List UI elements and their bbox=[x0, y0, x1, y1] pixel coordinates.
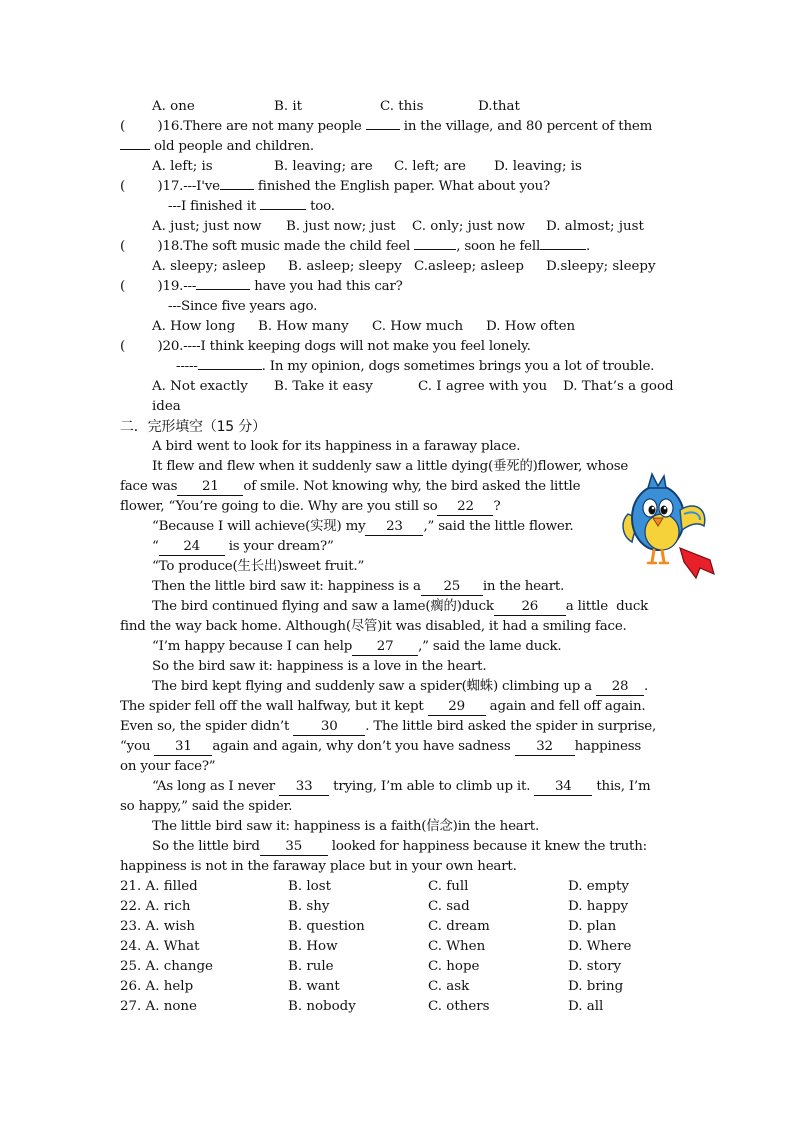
passage-text: . bbox=[644, 679, 649, 694]
passage-line: happiness is not in the faraway place but in your own heart. bbox=[120, 859, 517, 874]
answer-option: D. bring bbox=[568, 979, 624, 994]
answer-option: B. rule bbox=[288, 959, 334, 974]
blank-25: 25 bbox=[421, 579, 483, 596]
passage-text: ,” said the lame duck. bbox=[418, 639, 562, 654]
answer-paren[interactable]: ( ) bbox=[120, 239, 163, 254]
q17-text: 17.---I've bbox=[162, 179, 220, 194]
answer-option: D. plan bbox=[568, 919, 617, 934]
answer-option: B. How bbox=[288, 939, 338, 954]
answer-option: 21. A. filled bbox=[120, 879, 198, 894]
answer-option: D. Where bbox=[568, 939, 632, 954]
passage-line bbox=[152, 537, 334, 557]
passage-line bbox=[152, 777, 651, 797]
answer-option: C. ask bbox=[428, 979, 470, 994]
q18-stem bbox=[120, 237, 590, 257]
blank-27: 27 bbox=[352, 639, 418, 656]
answer-option: B. want bbox=[288, 979, 340, 994]
q20-option-a: A. Not exactly bbox=[152, 379, 248, 394]
passage-line bbox=[120, 737, 641, 757]
bluebird-illustration bbox=[618, 470, 718, 580]
answer-option: 24. A. What bbox=[120, 939, 200, 954]
q16-option-c: C. left; are bbox=[394, 159, 466, 174]
passage-line: find the way back home. Although(尽管)it was disabled, it had a smiling face. bbox=[120, 619, 627, 634]
answer-option: B. shy bbox=[288, 899, 330, 914]
blank-24: 24 bbox=[159, 539, 225, 556]
q20-option-b: B. Take it easy bbox=[274, 379, 373, 394]
q20-text: . In my opinion, dogs sometimes brings you a lot of trouble. bbox=[261, 359, 655, 374]
q17-option-d: D. almost; just bbox=[546, 219, 644, 234]
blank bbox=[414, 249, 456, 250]
answer-paren[interactable]: ( ) bbox=[120, 339, 163, 354]
q17-reply bbox=[168, 197, 335, 217]
q17-text: finished the English paper. What about you? bbox=[253, 179, 550, 194]
q17-option-b: B. just now; just bbox=[286, 219, 396, 234]
blank bbox=[366, 129, 400, 130]
passage-text: looked for happiness because it knew the truth: bbox=[327, 839, 647, 854]
q15-option-c: C. this bbox=[380, 99, 424, 114]
answer-option: B. question bbox=[288, 919, 365, 934]
passage-line bbox=[152, 577, 564, 597]
blank bbox=[540, 249, 586, 250]
passage-text: trying, I’m able to climb up it. bbox=[329, 779, 535, 794]
q18-text: 18.The soft music made the child feel bbox=[162, 239, 415, 254]
q16-option-d: D. leaving; is bbox=[494, 159, 582, 174]
q15-option-a: A. one bbox=[152, 99, 195, 114]
passage-text: happiness bbox=[574, 739, 642, 754]
answer-paren[interactable]: ( ) bbox=[120, 279, 163, 294]
passage-line bbox=[120, 697, 645, 717]
q16-text: 16.There are not many people bbox=[162, 119, 366, 134]
q19-option-c: C. How much bbox=[372, 319, 464, 334]
passage-text: Then the little bird saw it: happiness is a bbox=[152, 579, 421, 594]
passage-line: So the bird saw it: happiness is a love in the heart. bbox=[152, 659, 487, 674]
q16-stem bbox=[120, 117, 652, 137]
passage-text: again and again, why don’t you have sadness bbox=[212, 739, 515, 754]
q17-option-a: A. just; just now bbox=[152, 219, 262, 234]
passage-text: is your dream?” bbox=[224, 539, 334, 554]
q20-text: ----- bbox=[176, 359, 198, 374]
answer-option: D. happy bbox=[568, 899, 629, 914]
passage-text: ,” said the little flower. bbox=[423, 519, 574, 534]
passage-text: The bird kept flying and suddenly saw a spider(蜘蛛) climbing up a bbox=[152, 679, 597, 694]
q19-text: 19.--- bbox=[162, 279, 197, 294]
q20-option-c: C. I agree with you bbox=[418, 379, 548, 394]
answer-option: C. full bbox=[428, 879, 469, 894]
q17-text: ---I finished it bbox=[168, 199, 261, 214]
q20-option-d: D. That’s a good bbox=[563, 379, 674, 394]
answer-paren[interactable]: ( ) bbox=[120, 119, 163, 134]
blank bbox=[120, 149, 150, 150]
answer-option: B. lost bbox=[288, 879, 331, 894]
passage-text: The bird continued flying and saw a lame(瘸的)duck bbox=[152, 599, 494, 614]
q16-stem-cont bbox=[120, 137, 314, 157]
passage-text: in the heart. bbox=[482, 579, 565, 594]
q18-option-d: D.sleepy; sleepy bbox=[546, 259, 656, 274]
passage-line bbox=[120, 477, 580, 497]
answer-paren[interactable]: ( ) bbox=[120, 179, 163, 194]
q17-option-c: C. only; just now bbox=[412, 219, 526, 234]
passage-line bbox=[152, 517, 573, 537]
answer-option: D. story bbox=[568, 959, 622, 974]
section-title: 二．完形填空（15 分） bbox=[120, 419, 266, 435]
blank-31: 31 bbox=[154, 739, 212, 756]
passage-text: So the little bird bbox=[152, 839, 260, 854]
passage-line bbox=[120, 717, 656, 737]
passage-text: “Because I will achieve(实现) my bbox=[152, 519, 366, 534]
blank-26: 26 bbox=[494, 599, 566, 616]
q16-option-a: A. left; is bbox=[152, 159, 213, 174]
blank-21: 21 bbox=[177, 479, 243, 496]
q20-reply bbox=[176, 357, 654, 377]
q17-stem bbox=[120, 177, 550, 197]
passage-line: so happy,” said the spider. bbox=[120, 799, 293, 814]
q16-text: in the village, and 80 percent of them bbox=[399, 119, 653, 134]
q19-reply: ---Since five years ago. bbox=[168, 299, 318, 314]
answer-option: C. hope bbox=[428, 959, 480, 974]
answer-option: C. others bbox=[428, 999, 490, 1014]
q18-option-c: C.asleep; asleep bbox=[414, 259, 524, 274]
passage-line: It flew and flew when it suddenly saw a little dying(垂死的)flower, whose bbox=[152, 459, 629, 474]
passage-line bbox=[120, 497, 500, 517]
q18-option-a: A. sleepy; asleep bbox=[152, 259, 266, 274]
q19-text: have you had this car? bbox=[250, 279, 403, 294]
blank-35: 35 bbox=[260, 839, 328, 856]
q18-option-b: B. asleep; sleepy bbox=[288, 259, 402, 274]
blank-23: 23 bbox=[365, 519, 423, 536]
q18-text: , soon he fell bbox=[456, 239, 541, 254]
answer-option: C. dream bbox=[428, 919, 490, 934]
q19-option-a: A. How long bbox=[152, 319, 236, 334]
passage-text: again and fell off again. bbox=[485, 699, 646, 714]
q18-text: . bbox=[586, 239, 591, 254]
answer-option: C. When bbox=[428, 939, 486, 954]
blank-30: 30 bbox=[293, 719, 365, 736]
passage-line: “To produce(生长出)sweet fruit.” bbox=[152, 559, 365, 574]
passage-text: face was bbox=[120, 479, 178, 494]
passage-line bbox=[152, 837, 647, 857]
passage-line: The little bird saw it: happiness is a faith(信念)in the heart. bbox=[152, 819, 540, 834]
passage-line bbox=[152, 597, 648, 617]
passage-text: The spider fell off the wall halfway, but it kept bbox=[120, 699, 428, 714]
q20-stem bbox=[120, 337, 531, 357]
passage-text: . The little bird asked the spider in surprise, bbox=[365, 719, 657, 734]
passage-text: Even so, the spider didn’t bbox=[120, 719, 294, 734]
answer-option: C. sad bbox=[428, 899, 470, 914]
passage-text: flower, “You’re going to die. Why are you still so bbox=[120, 499, 438, 514]
answer-option: 26. A. help bbox=[120, 979, 194, 994]
blank bbox=[260, 209, 306, 210]
q16-text: old people and children. bbox=[150, 139, 314, 154]
passage-text: “you bbox=[120, 739, 155, 754]
blank bbox=[220, 189, 254, 190]
q19-option-d: D. How often bbox=[486, 319, 576, 334]
q17-text: too. bbox=[306, 199, 335, 214]
passage-text: “As long as I never bbox=[152, 779, 280, 794]
passage-text: a little duck bbox=[565, 599, 649, 614]
passage-text: ? bbox=[493, 499, 501, 514]
answer-option: B. nobody bbox=[288, 999, 356, 1014]
passage-text: of smile. Not knowing why, the bird asked the little bbox=[243, 479, 581, 494]
passage-text: this, I’m bbox=[592, 779, 651, 794]
passage-text: “ bbox=[152, 539, 159, 554]
passage-line: on your face?” bbox=[120, 759, 216, 774]
blank-28: 28 bbox=[596, 679, 644, 696]
q19-option-b: B. How many bbox=[258, 319, 349, 334]
blank-33: 33 bbox=[279, 779, 329, 796]
blank bbox=[196, 289, 250, 290]
answer-option: 27. A. none bbox=[120, 999, 197, 1014]
passage-line: A bird went to look for its happiness in a faraway place. bbox=[152, 439, 521, 454]
q20-option-d-wrap: idea bbox=[152, 399, 181, 414]
answer-option: D. empty bbox=[568, 879, 629, 894]
q15-option-d: D.that bbox=[478, 99, 520, 114]
blank bbox=[198, 369, 262, 370]
q19-stem bbox=[120, 277, 403, 297]
blank-34: 34 bbox=[534, 779, 592, 796]
answer-option: D. all bbox=[568, 999, 604, 1014]
answer-option: 23. A. wish bbox=[120, 919, 195, 934]
answer-option: 25. A. change bbox=[120, 959, 213, 974]
passage-line bbox=[152, 637, 561, 657]
passage-line bbox=[152, 677, 648, 697]
q16-option-b: B. leaving; are bbox=[274, 159, 373, 174]
blank-32: 32 bbox=[515, 739, 575, 756]
passage-text: “I’m happy because I can help bbox=[152, 639, 353, 654]
answer-option: 22. A. rich bbox=[120, 899, 191, 914]
q15-option-b: B. it bbox=[274, 99, 303, 114]
q20-text: 20.----I think keeping dogs will not make you feel lonely. bbox=[162, 339, 531, 354]
blank-22: 22 bbox=[437, 499, 493, 516]
blank-29: 29 bbox=[428, 699, 486, 716]
